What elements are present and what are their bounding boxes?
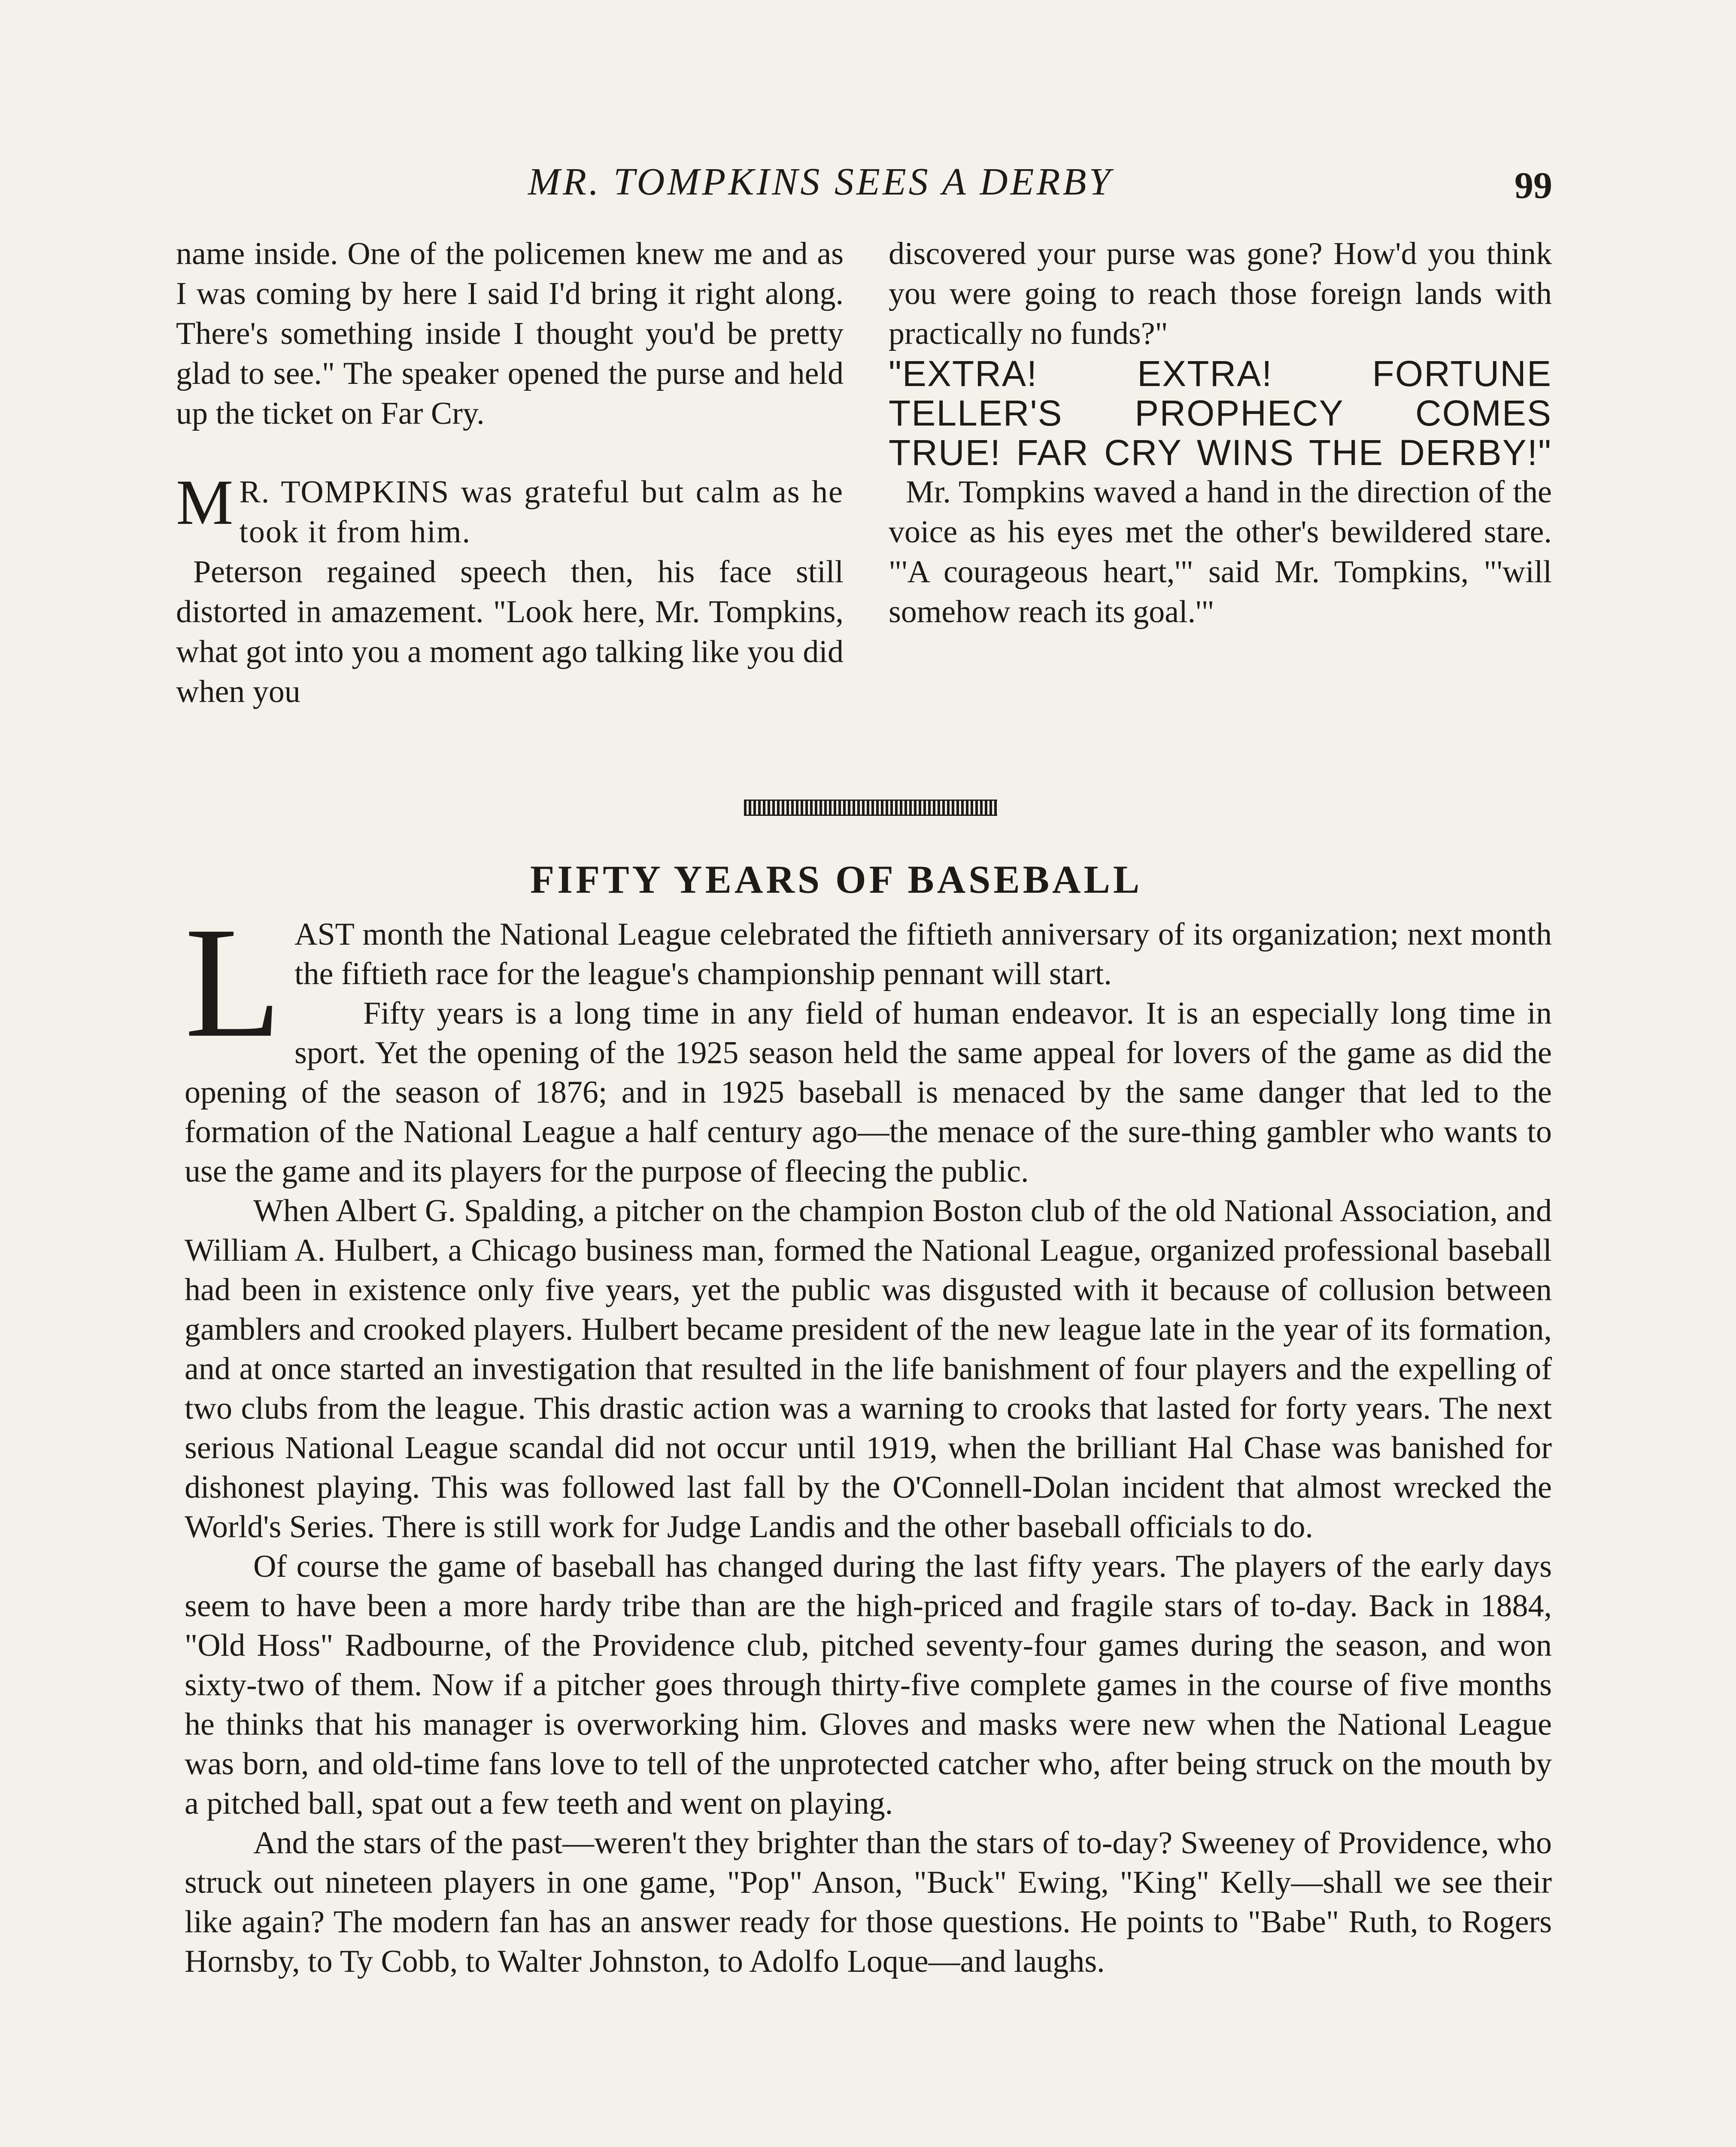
article-paragraph-text: AST month the National League celebrated the fiftieth anniversary of its organization; next month the fiftieth race for the league's championship pennant will start.: [294, 917, 1552, 991]
story-right-column: [889, 234, 1552, 632]
drop-cap: L: [185, 894, 282, 1070]
extra-headline: "EXTRA! EXTRA! FORTUNE TELLER'S PROPHECY COMES TRUE! FAR CRY WINS THE DERBY!": [889, 353, 1552, 473]
story-paragraph: Peterson regained speech then, his face still distorted in amazement. "Look here, Mr. Tompkins, what got into you a moment ago talking like you did when you: [176, 554, 844, 709]
article-body: [185, 894, 1552, 1981]
ornamental-divider: [744, 800, 997, 816]
story-paragraph: name inside. One of the policemen knew me and as I was coming by here I said I'd bring it right along. There's something inside I thought you'd be pretty glad to see." The speaker opened the purse and held up the ticket on Far Cry.: [176, 236, 844, 431]
story-paragraph: Mr. Tompkins waved a hand in the direction of the voice as his eyes met the other's bewildered stare. "'A courageous heart,'" said Mr. Tompkins, "'will somehow reach its goal.'": [889, 474, 1552, 630]
story-paragraph: discovered your purse was gone? How'd you think you were going to reach those foreign lands with practically no funds?": [889, 236, 1552, 351]
page-number: 99: [1514, 165, 1552, 207]
drop-cap: M: [176, 467, 234, 538]
story-paragraph-text: R. TOMPKINS was grateful but calm as he took it from him.: [239, 474, 844, 550]
article-paragraph: Of course the game of baseball has changed during the last fifty years. The players of the early days seem to have been a more hardy tribe than are the high-priced and fragile stars of to-day. Back in 1884, "Old Hoss" Radbourne, of the Providence club, pitched seventy-four games during the season, and won sixty-two of them. Now if a pitcher goes through thirty-five complete games in the course of five months he thinks that his manager is overworking him. Gloves and masks were new when the National League was born, and old-time fans love to tell of the unprotected catcher who, after being struck on the mouth by a pitched ball, spat out a few teeth and went on playing.: [185, 1549, 1552, 1821]
story-paragraph: [176, 467, 844, 552]
story-left-column: [176, 234, 844, 712]
section-break: [176, 434, 844, 472]
article-title: FIFTY YEARS OF BASEBALL: [530, 858, 1143, 901]
article-paragraph: When Albert G. Spalding, a pitcher on the champion Boston club of the old National Association, and William A. Hulbert, a Chicago business man, formed the National League, organized professional baseball had been in existence only five years, yet the public was disgusted with it because of collusion between gamblers and crooked players. Hulbert became president of the new league late in the year of its formation, and at once started an investigation that resulted in the life banishment of four players and the expelling of two clubs from the league. This drastic action was a warning to crooks that lasted for forty years. The next serious National League scandal did not occur until 1919, when the brilliant Hal Chase was banished for dishonest playing. This was followed last fall by the O'Connell-Dolan incident that almost wrecked the World's Series. There is still work for Judge Landis and the other baseball officials to do.: [185, 1193, 1552, 1545]
article-paragraph: And the stars of the past—weren't they brighter than the stars of to-day? Sweeney of Providence, who struck out nineteen players in one game, "Pop" Anson, "Buck" Ewing, "King" Kelly—shall we see their like again? The modern fan has an answer ready for those questions. He points to "Babe" Ruth, to Rogers Hornsby, to Ty Cobb, to Walter Johnston, to Adolfo Loque—and laughs.: [185, 1825, 1552, 1979]
running-head: MR. TOMPKINS SEES A DERBY: [528, 161, 1113, 203]
article-paragraph: Fifty years is a long time in any field of human endeavor. It is an especially long time in sport. Yet the opening of the 1925 season held the same appeal for lovers of the game as did the opening of the season of 1876; and in 1925 baseball is menaced by the same danger that led to the formation of the National League a half century ago—the menace of the sure-thing gambler who wants to use the game and its players for the purpose of fleecing the public.: [185, 996, 1552, 1189]
article-paragraph: [185, 894, 1552, 1070]
